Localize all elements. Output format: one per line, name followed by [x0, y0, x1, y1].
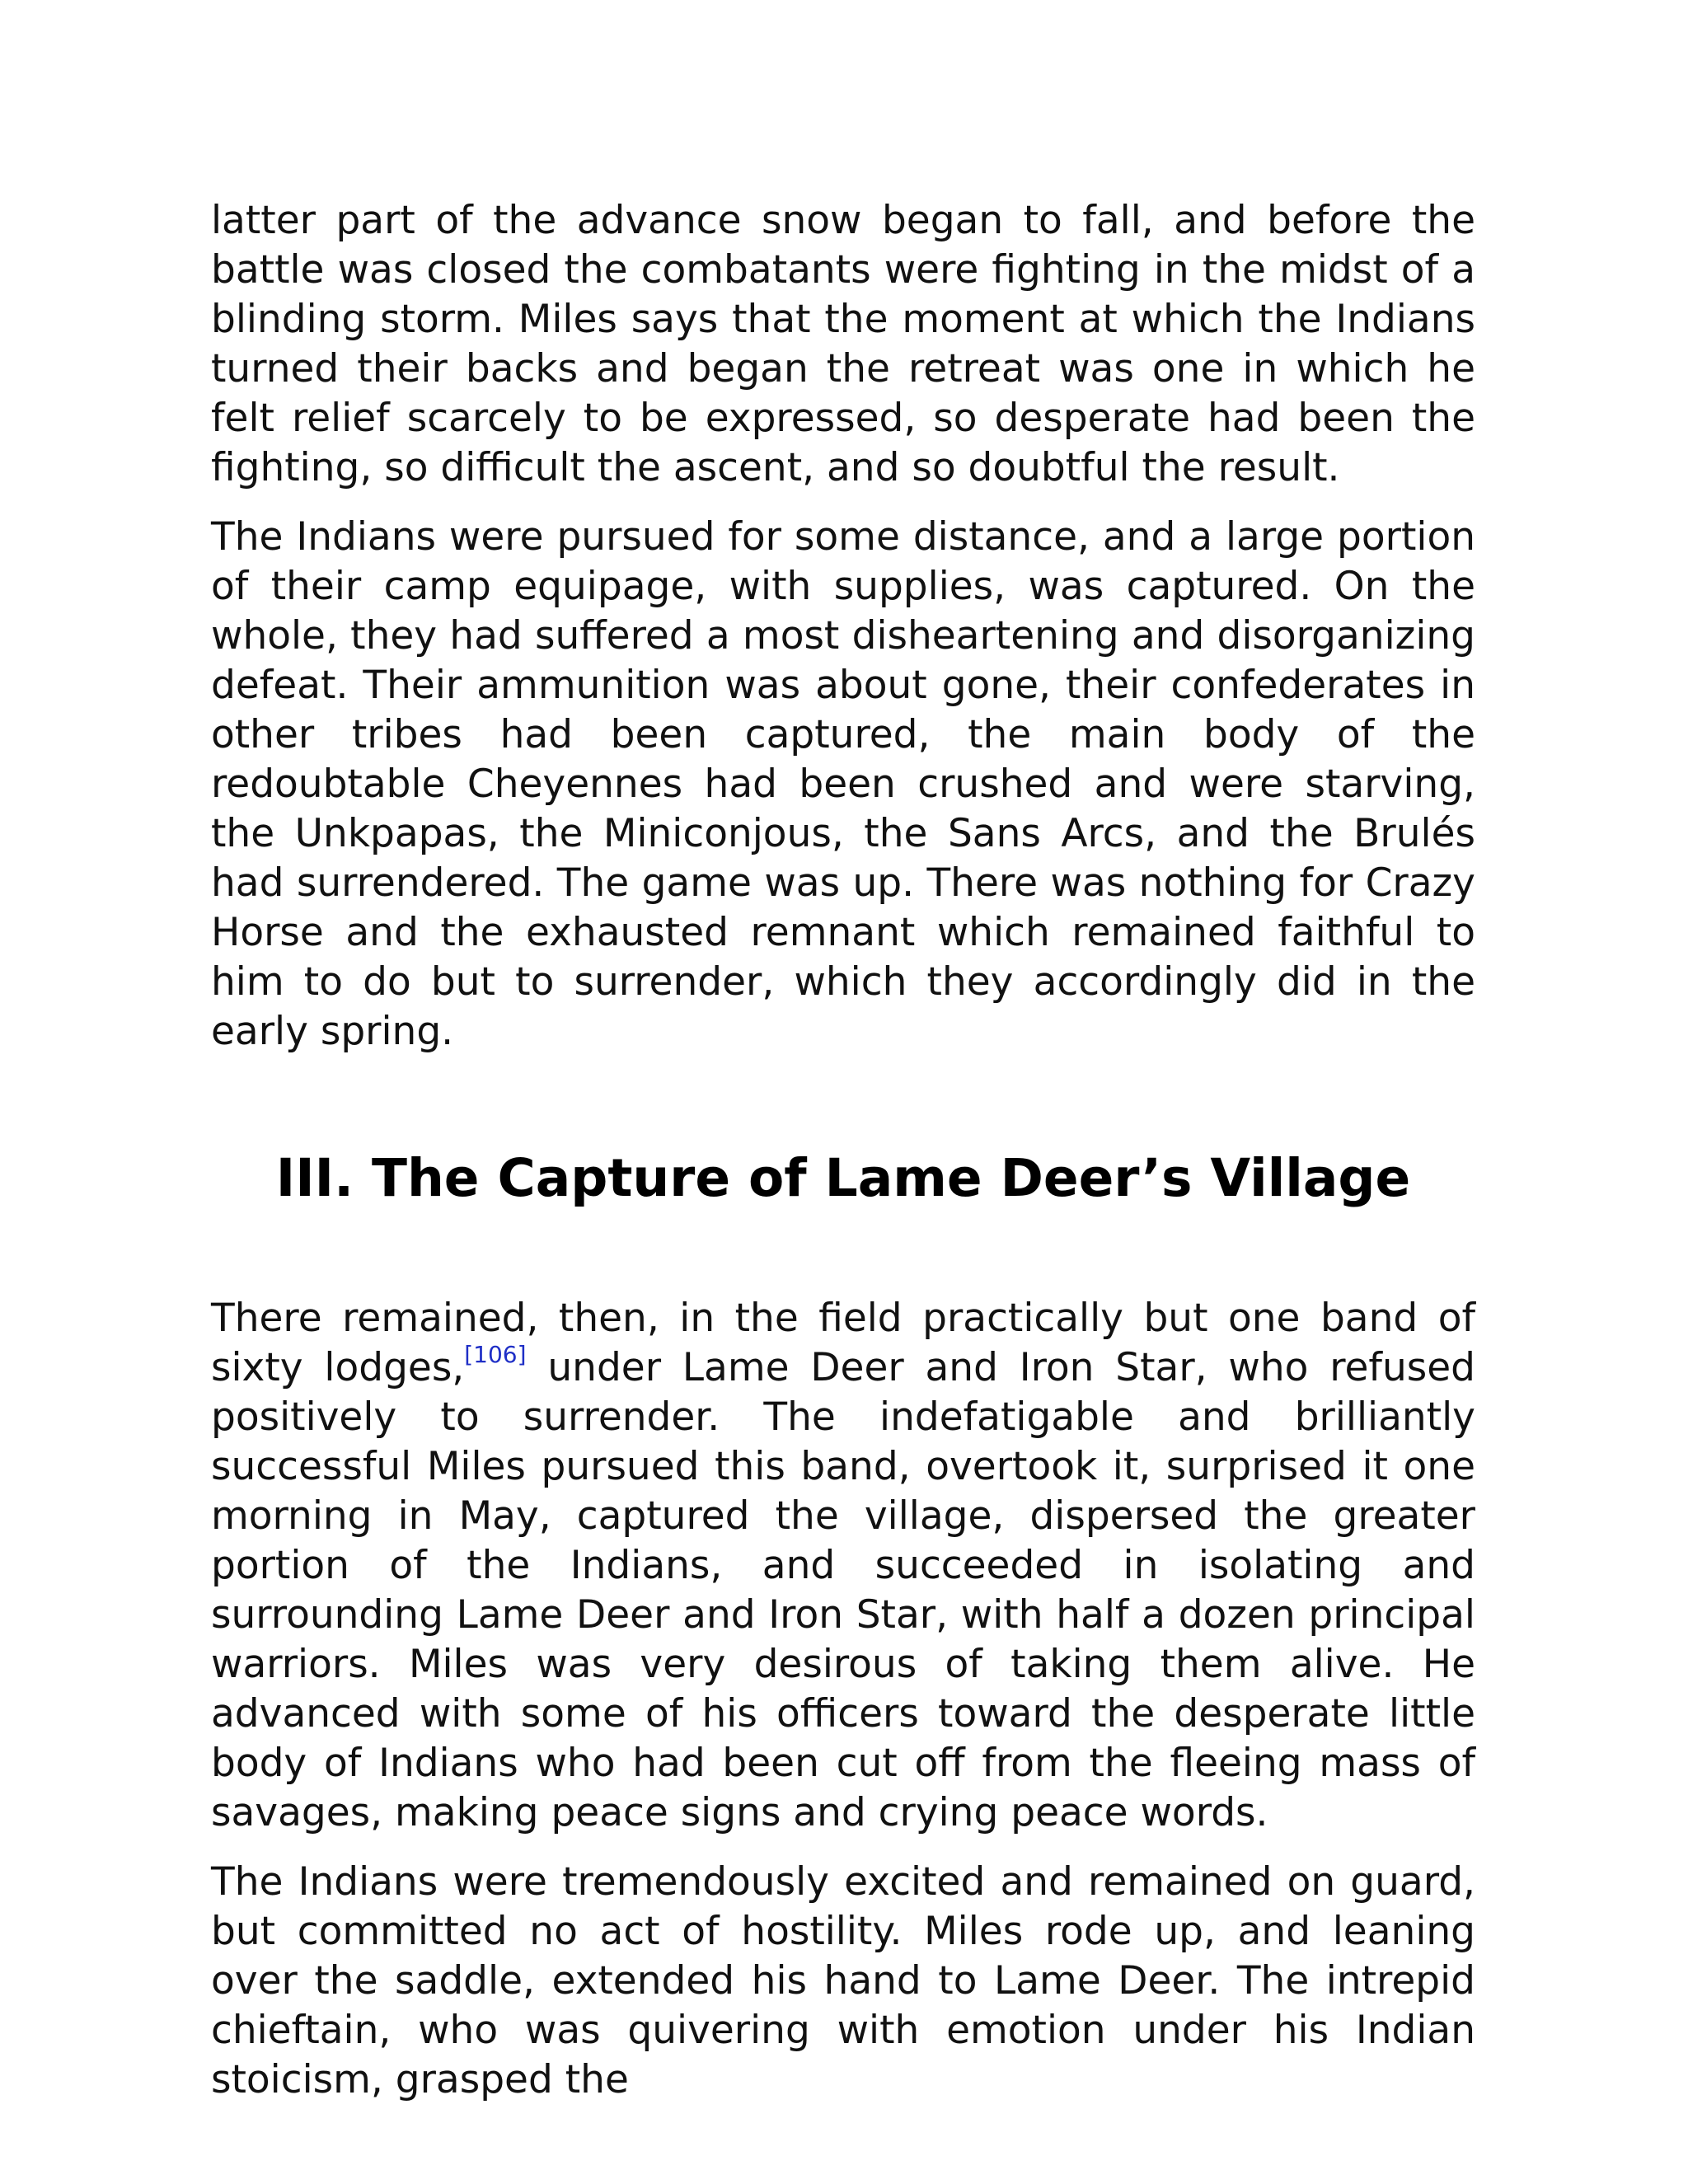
chapter-section [211, 1294, 1475, 2105]
paragraph-battle-end: latter part of the advance snow began to fall, and before the battle was closed the combatants were fighting in the midst of a blinding storm. Miles says that the moment at which the Indians turned their backs and began the retreat was one in which he felt relief scarcely to be expressed, so desperate had been the fighting, so difficult the ascent, and so doubtful the result. [211, 198, 1475, 490]
paragraph-text-before-ref: There remained, then, in the field practically but one band of sixty lodges, [211, 1296, 1475, 1390]
footnote-link-106[interactable]: [106] [464, 1341, 527, 1368]
document-page [211, 196, 1475, 2105]
paragraph-text-after-ref: under Lame Deer and Iron Star, who refused positively to surrender. The indefatigable and brilliantly successful Miles pursued this band, overtook it, surprised it one morning in May, captured the village, dispersed the greater portion of the Indians, and succeeded in isolating and surrounding Lame Deer and Iron Star, with half a dozen principal warriors. Miles was very desirous of taking them alive. He advanced with some of his officers toward the desperate little body of Indians who had been cut off from the fleeing mass of savages, making peace signs and crying peace words. [211, 1345, 1475, 1835]
chapter-heading: III. The Capture of Lame Deer’s Village [275, 1148, 1411, 1208]
paragraph-miles-approach: The Indians were tremendously excited and remained on guard, but committed no act of hostility. Miles rode up, and leaning over the saddle, extended his hand to Lame Deer. The intrepid chieftain, who was quivering with emotion under his Indian stoicism, grasped the [211, 1859, 1475, 2102]
paragraph-pursuit: The Indians were pursued for some distance, and a large portion of their camp equipage, with supplies, was captured. On the whole, they had suffered a most disheartening and disorganizing defeat. Their ammunition was about gone, their confederates in other tribes had been captured, the main body of the redoubtable Cheyennes had been crushed and were starving, the Unkpapas, the Miniconjous, the Sans Arcs, and the Brulés had surrendered. The game was up. There was nothing for Crazy Horse and the exhausted remnant which remained faithful to him to do but to surrender, which they accordingly did in the early spring. [211, 514, 1475, 1054]
paragraph-lame-deer-band [211, 1294, 1475, 1838]
top-section [211, 196, 1475, 1057]
